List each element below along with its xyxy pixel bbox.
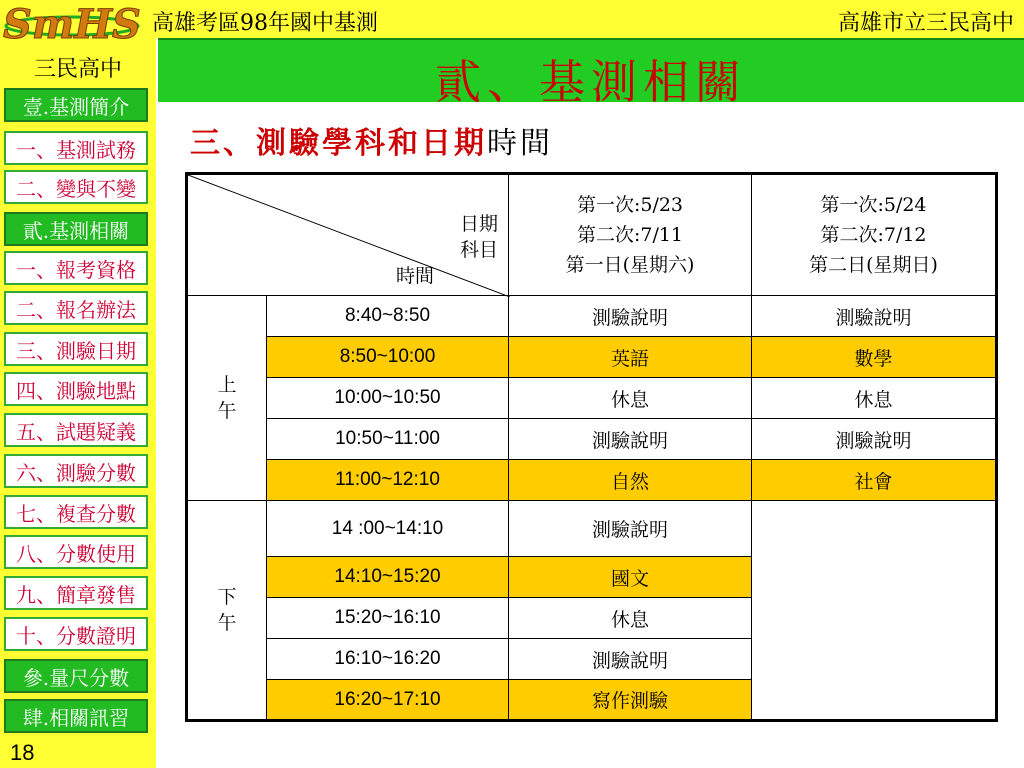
day1-subject-cell: 英語 bbox=[509, 337, 752, 378]
table-row bbox=[187, 337, 997, 378]
sidebar-item-14[interactable] bbox=[4, 617, 148, 651]
day1-subject-cell: 休息 bbox=[509, 378, 752, 419]
corner-subject-label: 科目 bbox=[459, 239, 498, 261]
sidebar-item-10[interactable] bbox=[4, 454, 148, 488]
sidebar-item-label: 九、簡章發售 bbox=[16, 582, 136, 607]
day2-second-date: 第二次:7/12 bbox=[820, 224, 927, 246]
afternoon-period-char: 午 bbox=[217, 612, 237, 634]
time-cell: 8:40~8:50 bbox=[267, 296, 509, 337]
table-row bbox=[187, 460, 997, 501]
day1-first-date: 第一次:5/23 bbox=[576, 194, 684, 216]
day2-header bbox=[752, 174, 997, 296]
day2-empty-cell bbox=[752, 501, 997, 721]
time-cell: 10:00~10:50 bbox=[267, 378, 509, 419]
afternoon-period-char: 下 bbox=[217, 586, 237, 608]
time-cell: 10:50~11:00 bbox=[267, 419, 509, 460]
day2-first-date: 第一次:5/24 bbox=[820, 194, 927, 216]
sidebar-item-15[interactable] bbox=[4, 659, 148, 693]
morning-period-char: 午 bbox=[217, 400, 237, 422]
time-cell: 15:20~16:10 bbox=[267, 598, 509, 639]
sidebar-item-7[interactable] bbox=[4, 332, 148, 366]
day2-subject-cell: 測驗說明 bbox=[752, 419, 997, 460]
day1-subject-cell: 測驗說明 bbox=[509, 501, 752, 557]
sidebar-item-label: 五、試題疑義 bbox=[16, 419, 136, 444]
subtitle-main: 三、測驗學科和日期 bbox=[190, 126, 487, 161]
sidebar-item-label: 二、報名辦法 bbox=[16, 297, 136, 322]
sidebar-item-label: 肆.相關訊習 bbox=[22, 705, 130, 730]
sidebar-item-2[interactable] bbox=[4, 131, 148, 165]
day1-second-date: 第二次:7/11 bbox=[576, 224, 684, 246]
sidebar-school-name: 三民高中 bbox=[33, 57, 122, 82]
sidebar-item-9[interactable] bbox=[4, 413, 148, 447]
sidebar-item-5[interactable] bbox=[4, 251, 148, 285]
day1-subject-cell: 測驗說明 bbox=[509, 419, 752, 460]
sidebar-item-12[interactable] bbox=[4, 535, 148, 569]
time-cell: 16:10~16:20 bbox=[267, 639, 509, 680]
time-cell: 14 :00~14:10 bbox=[267, 501, 509, 557]
afternoon-period-cell bbox=[187, 501, 267, 721]
sidebar-item-1[interactable] bbox=[4, 88, 148, 122]
page-title: 貳、基測相關 bbox=[435, 55, 747, 109]
table-row bbox=[187, 419, 997, 460]
corner-cell bbox=[187, 174, 509, 296]
sidebar-item-3[interactable] bbox=[4, 170, 148, 204]
corner-date-label: 日期 bbox=[459, 213, 498, 235]
sidebar-item-label: 壹.基測簡介 bbox=[22, 94, 130, 119]
morning-period-char: 上 bbox=[217, 374, 237, 396]
sidebar-item-label: 參.量尺分數 bbox=[22, 665, 130, 690]
day1-header bbox=[509, 174, 752, 296]
sidebar-item-label: 一、報考資格 bbox=[16, 257, 136, 282]
sidebar-item-11[interactable] bbox=[4, 495, 148, 529]
section-subtitle bbox=[190, 118, 553, 162]
sidebar-item-label: 八、分數使用 bbox=[16, 541, 136, 566]
title-bar bbox=[158, 38, 1024, 109]
sidebar-item-13[interactable] bbox=[4, 576, 148, 610]
day2-weekday: 第二日(星期日) bbox=[809, 254, 938, 276]
sidebar-item-label: 貳.基測相關 bbox=[22, 218, 130, 243]
table-row bbox=[187, 378, 997, 419]
sidebar-item-6[interactable] bbox=[4, 291, 148, 325]
exam-schedule-table bbox=[185, 172, 998, 722]
time-cell: 14:10~15:20 bbox=[267, 557, 509, 598]
time-cell: 8:50~10:00 bbox=[267, 337, 509, 378]
day2-subject-cell: 社會 bbox=[752, 460, 997, 501]
day1-subject-cell: 測驗說明 bbox=[509, 639, 752, 680]
day1-subject-cell: 測驗說明 bbox=[509, 296, 752, 337]
day1-subject-cell: 休息 bbox=[509, 598, 752, 639]
day1-subject-cell: 國文 bbox=[509, 557, 752, 598]
sidebar-item-label: 二、變與不變 bbox=[16, 176, 136, 201]
subtitle-suffix: 時間 bbox=[487, 126, 553, 161]
sidebar-item-4[interactable] bbox=[4, 212, 148, 246]
table-header-row bbox=[187, 174, 997, 296]
day1-weekday: 第一日(星期六) bbox=[565, 254, 695, 276]
sidebar-item-16[interactable] bbox=[4, 699, 148, 733]
morning-period-cell bbox=[187, 296, 267, 501]
page-number: 18 bbox=[10, 740, 35, 765]
table-row bbox=[187, 296, 997, 337]
sidebar-item-label: 六、測驗分數 bbox=[16, 460, 136, 485]
sidebar-item-label: 七、複查分數 bbox=[16, 501, 136, 526]
day2-subject-cell: 測驗說明 bbox=[752, 296, 997, 337]
sidebar-item-label: 三、測驗日期 bbox=[16, 338, 136, 363]
sidebar-item-8[interactable] bbox=[4, 372, 148, 406]
time-cell: 16:20~17:10 bbox=[267, 680, 509, 721]
sidebar-item-label: 十、分數證明 bbox=[16, 623, 136, 648]
day1-subject-cell: 寫作測驗 bbox=[509, 680, 752, 721]
day2-subject-cell: 休息 bbox=[752, 378, 997, 419]
corner-time-label: 時間 bbox=[396, 265, 435, 287]
logo-text: SmHS bbox=[3, 2, 141, 48]
time-cell: 11:00~12:10 bbox=[267, 460, 509, 501]
day1-subject-cell: 自然 bbox=[509, 460, 752, 501]
table-row bbox=[187, 501, 997, 557]
school-logo bbox=[2, 2, 148, 48]
sidebar-item-label: 一、基測試務 bbox=[16, 137, 136, 162]
school-name-label: 高雄市立三民高中 bbox=[837, 11, 1014, 36]
sidebar-item-label: 四、測驗地點 bbox=[16, 378, 136, 403]
day2-subject-cell: 數學 bbox=[752, 337, 997, 378]
exam-area-label: 高雄考區98年國中基測 bbox=[152, 11, 378, 36]
